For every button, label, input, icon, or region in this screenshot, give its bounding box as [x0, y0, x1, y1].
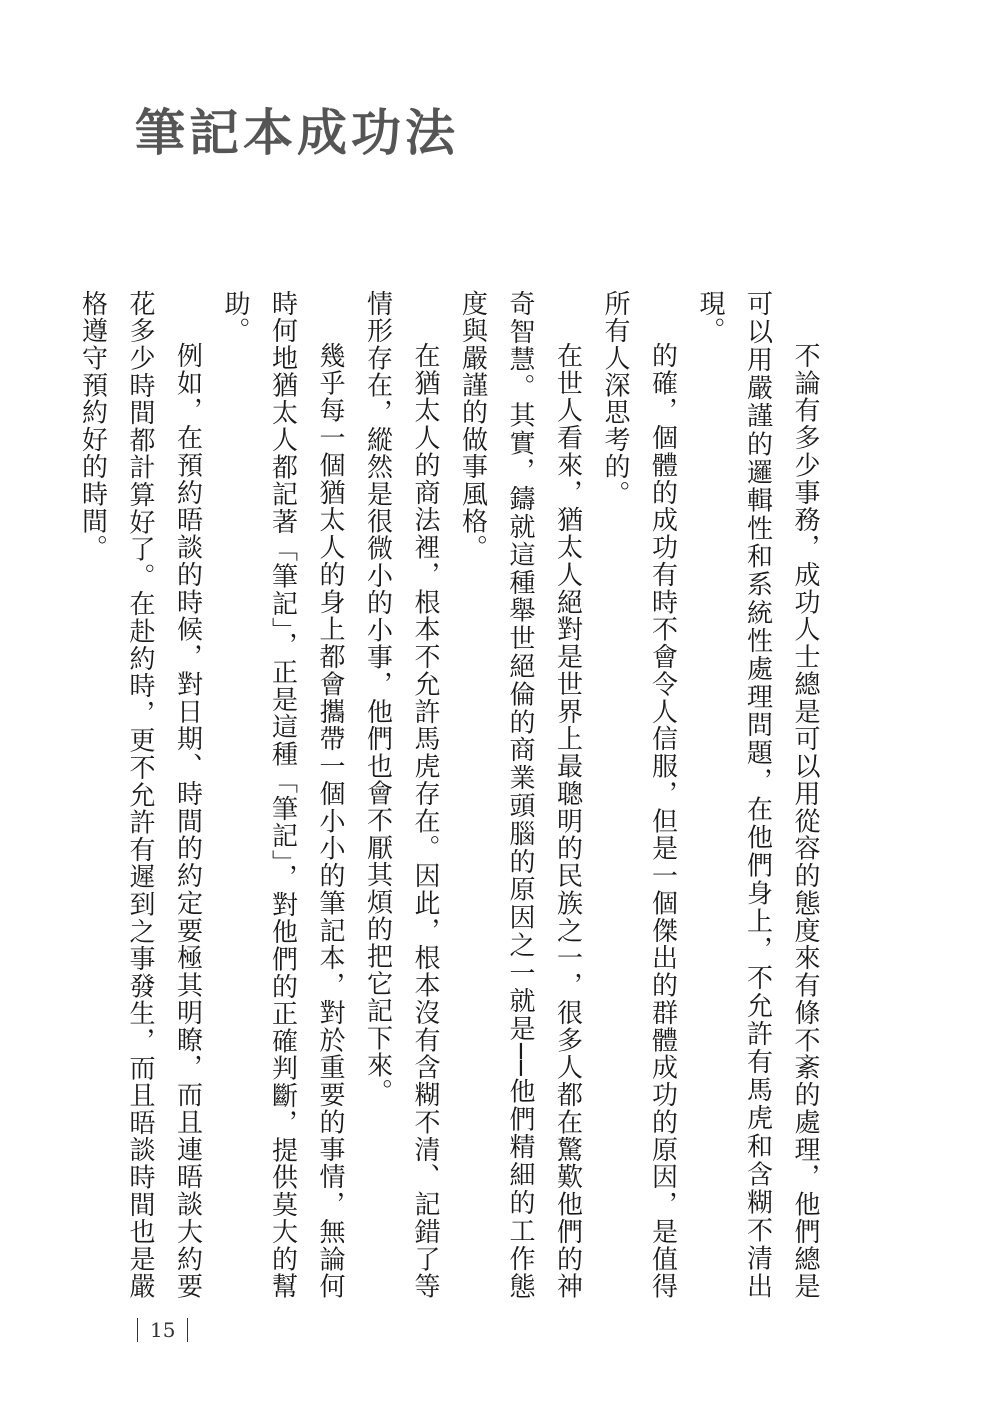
- page-number-value: 15: [150, 1318, 176, 1342]
- page-number: [137, 1318, 188, 1342]
- paragraph: 的確，個體的成功有時不會令人信服，但是一個傑出的群體成功的原因，是值得所有人深思考的。: [600, 290, 678, 1300]
- paragraph: 幾乎每一個猶太人的身上都會攜帶一個小小的筆記本，對於重要的事情，無論何時何地猶太人都記著「筆記」，正是這種「筆記」，對他們的正確判斷，提供莫大的幫助。: [220, 290, 345, 1300]
- paragraph: 不論有多少事務，成功人士總是可以用從容的態度來有條不紊的處理，他們總是可以用嚴謹的邏輯性和系統性處理問題，在他們身上，不允許有馬虎和含糊不清出現。: [695, 290, 820, 1300]
- paragraph: 在世人看來，猶太人絕對是世界上最聰明的民族之一，很多人都在驚歎他們的神奇智慧。其實，鑄就這種舉世絕倫的商業頭腦的原因之一就是──他們精細的工作態度與嚴謹的做事風格。: [457, 290, 583, 1300]
- paragraph: 在猶太人的商法裡，根本不允許馬虎存在。因此，根本沒有含糊不清、記錯了等情形存在，縱然是很微小的小事，他們也會不厭其煩的把它記下來。: [362, 290, 440, 1300]
- chapter-title: 筆記本成功法: [135, 104, 459, 162]
- paragraph: 例如，在預約晤談的時候，對日期、時間的約定要極其明瞭，而且連晤談大約要花多少時間都計算好了。在赴約時，更不允許有遲到之事發生，而且晤談時間也是嚴格遵守預約好的時間。: [77, 290, 203, 1300]
- body-text: [68, 290, 828, 1300]
- page-number-divider-right: [187, 1318, 188, 1342]
